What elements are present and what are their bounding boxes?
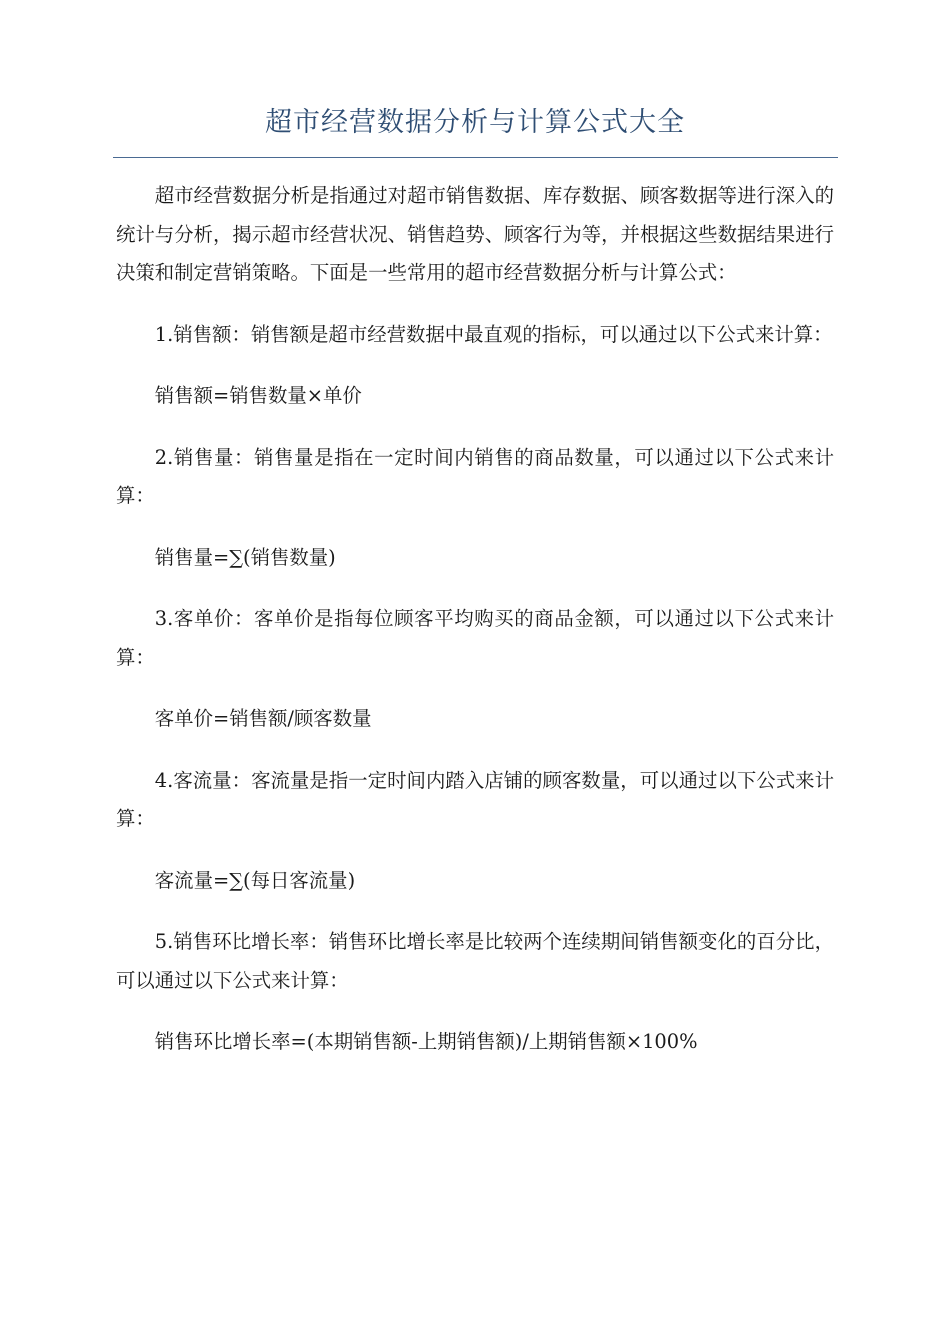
title-divider <box>113 157 838 158</box>
formula-unit-price: 客单价=销售额/顾客数量 <box>154 707 372 730</box>
paragraph-sales-volume: 2.销售量：销售量是指在一定时间内销售的商品数量，可以通过以下公式来计算： <box>116 445 834 507</box>
formula-growth-rate: 销售环比增长率=(本期销售额-上期销售额)/上期销售额×100% <box>154 1030 698 1053</box>
paragraph-growth-rate: 5.销售环比增长率：销售环比增长率是比较两个连续期间销售额变化的百分比，可以通过以下公式来计算： <box>116 930 834 992</box>
paragraph-sales-amount: 1.销售额：销售额是超市经营数据中最直观的指标，可以通过以下公式来计算： <box>154 322 833 346</box>
paragraph-intro: 超市经营数据分析是指通过对超市销售数据、库存数据、顾客数据等进行深入的统计与分析，揭示超市经营状况、销售趋势、顾客行为等，并根据这些数据结果进行决策和制定营销策略。下面是一些常用的超市经营数据分析与计算公式： <box>116 184 834 284</box>
formula-foot-traffic: 客流量=∑(每日客流量) <box>154 868 356 892</box>
paragraph-foot-traffic: 4.客流量：客流量是指一定时间内踏入店铺的顾客数量，可以通过以下公式来计算： <box>116 768 834 830</box>
paragraph-unit-price: 3.客单价：客单价是指每位顾客平均购买的商品金额，可以通过以下公式来计算： <box>116 607 834 669</box>
document-body <box>116 177 834 1062</box>
document-title: 超市经营数据分析与计算公式大全 <box>265 107 685 138</box>
formula-sales-amount: 销售额=销售数量×单价 <box>154 384 362 407</box>
formula-sales-volume: 销售量=∑(销售数量) <box>154 545 336 569</box>
